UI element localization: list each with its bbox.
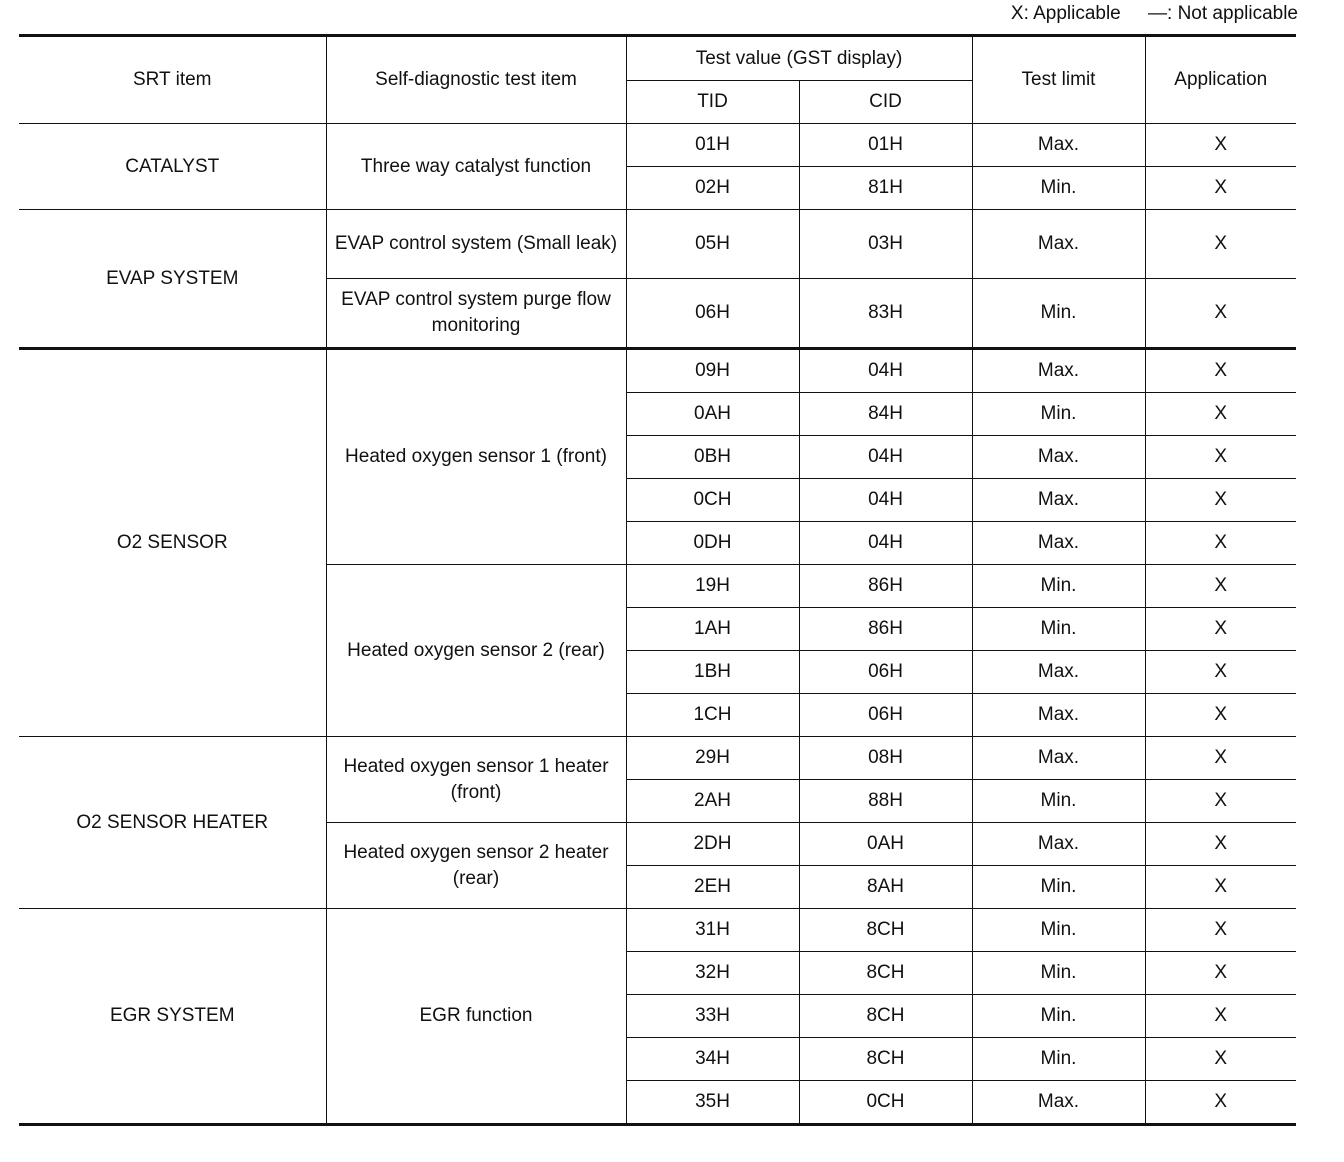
- tid-cell: 06H: [626, 279, 799, 349]
- test-limit-cell: Min.: [972, 565, 1145, 608]
- application-cell: X: [1145, 167, 1296, 210]
- self-diagnostic-cell: Heated oxygen sensor 1 heater (front): [326, 737, 626, 823]
- tid-cell: 19H: [626, 565, 799, 608]
- tid-cell: 2AH: [626, 780, 799, 823]
- tid-cell: 33H: [626, 995, 799, 1038]
- tid-cell: 0BH: [626, 436, 799, 479]
- tid-cell: 2EH: [626, 866, 799, 909]
- cid-cell: 8AH: [799, 866, 972, 909]
- test-limit-cell: Max.: [972, 823, 1145, 866]
- test-limit-cell: Min.: [972, 952, 1145, 995]
- table-row: [19, 909, 1296, 952]
- application-cell: X: [1145, 565, 1296, 608]
- table-row: [19, 737, 1296, 780]
- test-limit-cell: Max.: [972, 737, 1145, 780]
- srt-item-cell: O2 SENSOR HEATER: [19, 737, 326, 909]
- cid-cell: 8CH: [799, 1038, 972, 1081]
- test-limit-cell: Max.: [972, 210, 1145, 279]
- application-cell: X: [1145, 210, 1296, 279]
- tid-cell: 01H: [626, 124, 799, 167]
- header-srt-item: SRT item: [19, 36, 326, 124]
- header-self-diagnostic: Self-diagnostic test item: [326, 36, 626, 124]
- self-diagnostic-cell: EVAP control system purge flow monitoring: [326, 279, 626, 349]
- tid-cell: 1AH: [626, 608, 799, 651]
- cid-cell: 01H: [799, 124, 972, 167]
- legend-not-applicable: —: Not applicable: [1148, 3, 1298, 24]
- tid-cell: 2DH: [626, 823, 799, 866]
- cid-cell: 06H: [799, 651, 972, 694]
- application-cell: X: [1145, 479, 1296, 522]
- test-limit-cell: Min.: [972, 167, 1145, 210]
- cid-cell: 88H: [799, 780, 972, 823]
- test-limit-cell: Min.: [972, 1038, 1145, 1081]
- cid-cell: 03H: [799, 210, 972, 279]
- cid-cell: 04H: [799, 479, 972, 522]
- header-row: [19, 36, 1296, 81]
- application-cell: X: [1145, 1081, 1296, 1125]
- self-diagnostic-cell: Three way catalyst function: [326, 124, 626, 210]
- header-cid: CID: [799, 81, 972, 124]
- table-row: [19, 349, 1296, 393]
- tid-cell: 09H: [626, 349, 799, 393]
- tid-cell: 0AH: [626, 393, 799, 436]
- application-cell: X: [1145, 823, 1296, 866]
- table-row: [19, 124, 1296, 167]
- application-cell: X: [1145, 995, 1296, 1038]
- test-limit-cell: Max.: [972, 479, 1145, 522]
- application-cell: X: [1145, 349, 1296, 393]
- cid-cell: 04H: [799, 522, 972, 565]
- tid-cell: 1CH: [626, 694, 799, 737]
- table-body: [19, 124, 1296, 1125]
- cid-cell: 86H: [799, 608, 972, 651]
- test-limit-cell: Max.: [972, 349, 1145, 393]
- cid-cell: 86H: [799, 565, 972, 608]
- tid-cell: 29H: [626, 737, 799, 780]
- tid-cell: 0CH: [626, 479, 799, 522]
- table-row: [19, 210, 1296, 279]
- test-limit-cell: Min.: [972, 909, 1145, 952]
- srt-table: [19, 34, 1296, 1126]
- application-cell: X: [1145, 737, 1296, 780]
- test-limit-cell: Min.: [972, 608, 1145, 651]
- test-limit-cell: Max.: [972, 1081, 1145, 1125]
- cid-cell: 04H: [799, 349, 972, 393]
- test-limit-cell: Min.: [972, 995, 1145, 1038]
- cid-cell: 81H: [799, 167, 972, 210]
- header-test-limit: Test limit: [972, 36, 1145, 124]
- tid-cell: 0DH: [626, 522, 799, 565]
- cid-cell: 0AH: [799, 823, 972, 866]
- application-cell: X: [1145, 651, 1296, 694]
- header-tid: TID: [626, 81, 799, 124]
- application-cell: X: [1145, 522, 1296, 565]
- cid-cell: 84H: [799, 393, 972, 436]
- tid-cell: 05H: [626, 210, 799, 279]
- tid-cell: 34H: [626, 1038, 799, 1081]
- application-cell: X: [1145, 694, 1296, 737]
- test-limit-cell: Max.: [972, 124, 1145, 167]
- cid-cell: 8CH: [799, 995, 972, 1038]
- cid-cell: 0CH: [799, 1081, 972, 1125]
- application-cell: X: [1145, 124, 1296, 167]
- application-cell: X: [1145, 866, 1296, 909]
- test-limit-cell: Max.: [972, 651, 1145, 694]
- tid-cell: 32H: [626, 952, 799, 995]
- srt-item-cell: EGR SYSTEM: [19, 909, 326, 1125]
- tid-cell: 1BH: [626, 651, 799, 694]
- test-limit-cell: Min.: [972, 866, 1145, 909]
- legend: [989, 3, 1298, 25]
- application-cell: X: [1145, 1038, 1296, 1081]
- self-diagnostic-cell: Heated oxygen sensor 2 heater (rear): [326, 823, 626, 909]
- application-cell: X: [1145, 608, 1296, 651]
- cid-cell: 83H: [799, 279, 972, 349]
- self-diagnostic-cell: EVAP control system (Small leak): [326, 210, 626, 279]
- srt-item-cell: CATALYST: [19, 124, 326, 210]
- cid-cell: 8CH: [799, 952, 972, 995]
- test-limit-cell: Max.: [972, 436, 1145, 479]
- tid-cell: 02H: [626, 167, 799, 210]
- legend-applicable: X: Applicable: [1010, 3, 1121, 24]
- cid-cell: 08H: [799, 737, 972, 780]
- test-limit-cell: Min.: [972, 780, 1145, 823]
- application-cell: X: [1145, 279, 1296, 349]
- tid-cell: 35H: [626, 1081, 799, 1125]
- self-diagnostic-cell: Heated oxygen sensor 2 (rear): [326, 565, 626, 737]
- srt-item-cell: EVAP SYSTEM: [19, 210, 326, 349]
- test-limit-cell: Max.: [972, 522, 1145, 565]
- cid-cell: 8CH: [799, 909, 972, 952]
- test-limit-cell: Min.: [972, 279, 1145, 349]
- self-diagnostic-cell: Heated oxygen sensor 1 (front): [326, 349, 626, 565]
- application-cell: X: [1145, 952, 1296, 995]
- application-cell: X: [1145, 909, 1296, 952]
- srt-item-cell: O2 SENSOR: [19, 349, 326, 737]
- cid-cell: 04H: [799, 436, 972, 479]
- header-test-value: Test value (GST display): [626, 36, 972, 81]
- test-limit-cell: Min.: [972, 393, 1145, 436]
- test-limit-cell: Max.: [972, 694, 1145, 737]
- application-cell: X: [1145, 780, 1296, 823]
- self-diagnostic-cell: EGR function: [326, 909, 626, 1125]
- application-cell: X: [1145, 393, 1296, 436]
- header-application: Application: [1145, 36, 1296, 124]
- application-cell: X: [1145, 436, 1296, 479]
- tid-cell: 31H: [626, 909, 799, 952]
- cid-cell: 06H: [799, 694, 972, 737]
